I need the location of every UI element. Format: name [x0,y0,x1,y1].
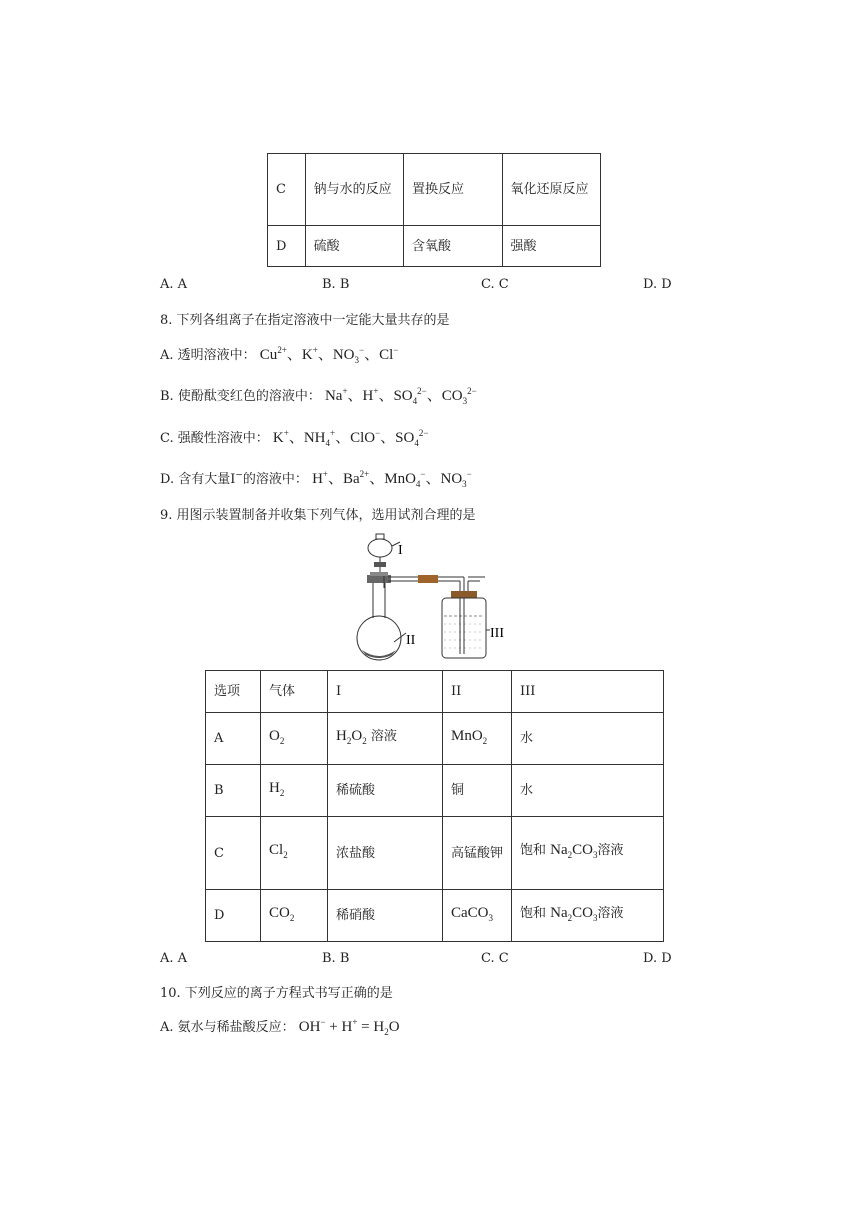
ion-list: H+、$Ba^{2+}$、MnO$_4$−、$NO_3^-$ [312,469,472,489]
table-cell: D [268,226,306,267]
table-continued [267,153,601,267]
ion-list: K+、$NH_4^+$、ClO−、$SO_4^{2-}$ [272,428,429,448]
table-cell: 钠与水的反应 [305,154,403,226]
table-cell: CaCO$_3$ [443,890,512,942]
table-cell: 水 [512,765,664,817]
option-b[interactable]: B. B [322,277,350,292]
table-cell: $Cl_2$ [261,817,328,890]
question-8-option-a[interactable] [160,343,398,365]
option-text: D. 含有大量I [160,472,236,487]
table-cell: 硫酸 [305,226,403,267]
option-d[interactable]: D. D [643,277,672,292]
question-10-stem: 10. 下列反应的离子方程式书写正确的是 [160,986,393,1001]
table-cell: A [206,713,261,765]
table-cell: D [206,890,261,942]
table-row [206,890,664,942]
question-10-option-a[interactable] [160,1016,400,1037]
question-8-stem: 8. 下列各组离子在指定溶液中一定能大量共存的是 [160,313,450,328]
header-cell: III [512,671,664,713]
table-cell: 水 [512,713,664,765]
label-i: I [398,543,403,558]
header-cell: 选项 [206,671,261,713]
apparatus-figure [340,530,520,665]
table-cell: 浓盐酸 [328,817,443,890]
table-cell: 稀硫酸 [328,765,443,817]
ionic-equation: $OH^- + H^+ = H_2O$ [298,1017,400,1037]
question-8-option-b[interactable] [160,384,477,406]
table-row [206,765,664,817]
table-cell: 稀硝酸 [328,890,443,942]
table-cell: $CO_2$ [261,890,328,942]
table-cell: 强酸 [502,226,601,267]
option-b[interactable]: B. B [322,951,350,966]
table-cell: C [268,154,306,226]
question-8-option-c[interactable] [160,426,428,448]
option-a[interactable]: A. A [160,951,188,966]
label-ii: II [406,633,416,648]
table-cell: 铜 [443,765,512,817]
question-8-option-d[interactable]: D. 含有大量I−的溶液中： H+、$Ba^{2+}$、MnO$_4$−、$NO_3^-$ [160,469,472,489]
reagent-table [205,670,664,942]
table-cell: 高锰酸钾 [443,817,512,890]
table-row [268,226,601,267]
table-cell: $H_2$ [261,765,328,817]
table-cell: 氧化还原反应 [502,154,601,226]
header-cell: II [443,671,512,713]
table-cell: B [206,765,261,817]
table-cell: 置换反应 [404,154,502,226]
table-cell: 含氧酸 [404,226,502,267]
option-a[interactable]: A. A [160,277,188,292]
question-9-stem: 9. 用图示装置制备并收集下列气体，选用试剂合理的是 [160,508,476,523]
table-row [206,817,664,890]
ion-list: Na+、H+、$SO_4^{2-}$、$CO_3^{2-}$ [324,386,477,406]
label-iii: III [490,626,504,641]
table-row [206,713,664,765]
table-cell: 饱和 $Na_2CO_3$溶液 [512,817,664,890]
table-row [268,154,601,226]
table-cell: C [206,817,261,890]
table-cell: $H_2O_2$ 溶液 [328,713,443,765]
option-d[interactable]: D. D [643,951,672,966]
table-header-row [206,671,664,713]
option-text: B. 使酚酞变红色的溶液中： [160,389,321,404]
option-text: A. 透明溶液中： [160,348,256,363]
table-cell: $O_2$ [261,713,328,765]
header-cell: 气体 [261,671,328,713]
option-text: C. 强酸性溶液中： [160,431,269,446]
table-cell: MnO$_2$ [443,713,512,765]
option-c[interactable]: C. C [481,951,509,966]
option-text: A. 氨水与稀盐酸反应： [160,1020,295,1035]
table-cell: 饱和 $Na_2CO_3$溶液 [512,890,664,942]
option-c[interactable]: C. C [481,277,509,292]
option-text: 的溶液中： [242,472,308,487]
header-cell: I [328,671,443,713]
ion-list: $Cu^{2+}$、K+、$NO_3^-$、Cl− [259,345,399,365]
